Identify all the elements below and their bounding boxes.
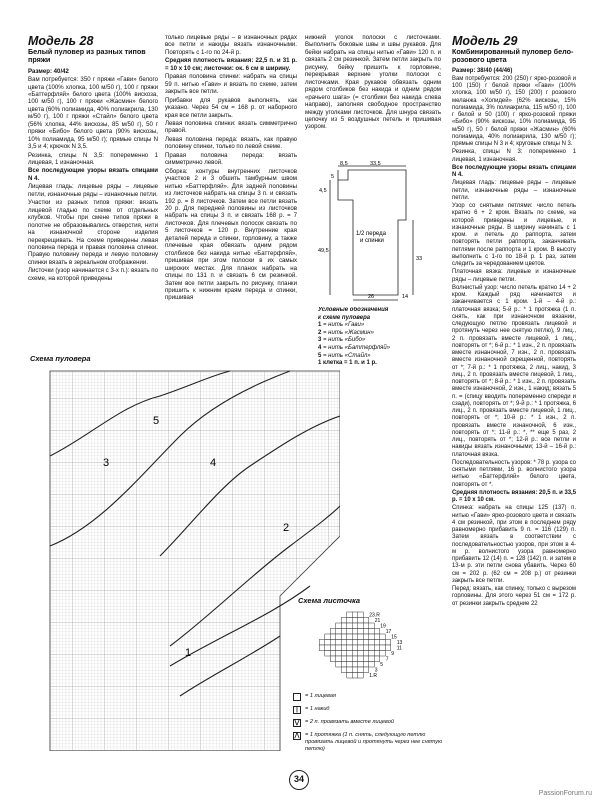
leaf-cell: [369, 640, 375, 646]
leaf-cell: [352, 640, 358, 646]
paragraph: Резинка, спицы N 3,5: попеременно 1 лицевая, 1 изнаночная.: [28, 151, 158, 167]
legend-item: 3 = нить «Бибо»: [318, 337, 366, 344]
leaf-cell: [330, 645, 336, 651]
paragraph: Сборка: контуры внутренних листочков участков 2 и 3 обшить тамбурным швом нитью «Баттерфляй». Для задней половины из листочков набрать на спицы 3 п. и связать 192 р. = 8 листочков. Затем все петли вязать 20 р. Для передней половины из листочков набрать на спицы 3 п. и связать 168 р. = 7 листочков. Для плечевых полосок связать по 5 листочков = 120 р. Внутренние края деталей переда и спинки, горловину, а также плечевые края обвязать одним рядом столбиков без накида нитью «Баттерфляй», пришивая при этом полоски в их самых широких местах. Для планок набрать на спицы по 131 п. и связать 6 см резинкой. Затем все петли закрыть по рисунку, планки пришить к нижним краям переда и спинки, пришивая: [165, 167, 297, 302]
leaf-cell: [358, 656, 364, 662]
leaf-cell: [319, 640, 325, 646]
leaf-cell: [347, 673, 353, 679]
zone-label: 3: [103, 457, 110, 469]
leaf-row-label: 7: [385, 656, 389, 663]
model-29-title: Модель 29: [452, 34, 518, 48]
leaf-cell: [352, 651, 358, 657]
paragraph: нижний уголок полоски с листочками. Выполнить боковые швы и швы рукавов. Для бейки набрать на спицы нитью «Гави» 120 п. и связать 2 см резинкой. Затем петли закрыть по рисунку, бейку пришить к горловине, перекрывая верхние уголки полоски с листочками. Края рукавов обвязать одним рядом столбиков без накида и одним рядом «рачьего шага» (= столбики без накида слева направо), заполняя свободное пространство между уголками листочков. Для шнура связать цепочку из 5 воздушных петель и пришивая узором.: [305, 34, 441, 131]
dim-label: 33,5: [370, 161, 381, 167]
leaf-cell: [352, 656, 358, 662]
paragraph: Перед: вязать, как спинку, только с вырезом горловины. Для этого через 51 см = 172 р. от резинки закрыть средние 22: [452, 586, 576, 607]
leaf-cell: [358, 662, 364, 668]
paragraph: Все последующие узоры вязать спицами N 4.: [452, 164, 576, 179]
paragraph: Средняя плотность вязания: 20,5 п. и 33,5 р. = 10 х 10 см.: [452, 489, 576, 504]
leaf-cell: [330, 640, 336, 646]
legend-title: Условные обозначения: [318, 307, 389, 313]
legend-item: 4 = нить «Баттерфляй»: [318, 344, 391, 351]
leaf-row-label: 11: [396, 645, 402, 652]
leaf-cell: [330, 651, 336, 657]
column-4: [452, 34, 576, 764]
zone-label: 1: [185, 647, 192, 659]
leaf-cell: [358, 629, 364, 635]
leaf-legend-item: ⋀ = 1 протяжка (1 п. снять, следующую петлю провязать лицевой и протянуть через нее снятую петлю): [294, 732, 443, 752]
leaf-cell: [380, 640, 386, 646]
paragraph: Правая половина переда: вязать симметрично левой.: [165, 151, 297, 167]
leaf-cell: [363, 667, 369, 673]
leaf-cell: [352, 645, 358, 651]
leaf-cell: [352, 667, 358, 673]
leaf-cell: [363, 623, 369, 629]
leaf-legend: [293, 693, 448, 771]
leaf-cell: [385, 640, 391, 646]
legend-cell: 1 клетка = 1 п. и 1 р.: [318, 360, 377, 367]
leaf-cell: [341, 634, 347, 640]
leaf-cell: [352, 629, 358, 635]
model-28-subtitle: Белый пуловер из разных типов пряжи: [28, 47, 146, 65]
k2tog-icon: ⋁: [294, 720, 300, 726]
dim-label: 5: [331, 174, 335, 180]
leaf-cell: [347, 645, 353, 651]
leaf-cell: [341, 651, 347, 657]
leaf-legend-item: | = 1 накид: [293, 706, 448, 714]
watermark: PassionForum.ru: [538, 790, 592, 797]
model-28-title: Модель 28: [28, 34, 94, 48]
knit-symbol-icon: [293, 693, 301, 701]
leaf-cell: [347, 618, 353, 624]
leaf-cell: [380, 651, 386, 657]
leaf-cell: [352, 623, 358, 629]
leaf-cell: [358, 634, 364, 640]
paragraph: Листочки (узор начинается с 3-х п.): вязать по схеме, на которой приведены: [28, 267, 158, 282]
leaf-cell: [341, 629, 347, 635]
leaf-cell: [341, 662, 347, 668]
dim-label: 33: [416, 256, 423, 262]
legend-item: 1 = нить «Гави»: [318, 322, 365, 329]
leaf-cell: [380, 645, 386, 651]
dim-label: 8,5: [340, 161, 348, 167]
leaf-cell: [358, 640, 364, 646]
leaf-row-label: 17: [385, 629, 392, 635]
leaf-cell: [347, 640, 353, 646]
paragraph: Спинка: набрать на спицы 125 (137) п. нитью «Гави» ярко-розового цвета и связать 4 см резинкой, при этом в последнем ряду равномерно прибавить 9 п. = 116 (129) п. Затем вязать в соответствии с последовательностью узоров, при этом в 4-м р. волнистого узора равномерно прибавить 12 (14) п. = 128 (142) п. и затем в 13-м р. эти петли снова убавить. Через 60 см = 202 р. (62 см = 208 р.) от резинки закрыть все петли.: [452, 505, 576, 584]
leaf-cell: [347, 651, 353, 657]
leaf-cell: [374, 645, 380, 651]
paragraph: Последовательность узоров: * 78 р. узора со снятыми петлями, 16 р. волнистого узора нитью «Баттерфляй» белого цвета, повторять от *.: [452, 459, 576, 488]
leaf-cell: [363, 651, 369, 657]
schematic-label: 1/2 переда: [356, 231, 386, 237]
leaf-cell: [380, 634, 386, 640]
zone-label: 5: [153, 415, 160, 427]
leaf-cell: [363, 634, 369, 640]
leaf-row-label: 15: [391, 634, 397, 641]
leaf-row-label: 21: [374, 618, 381, 624]
paragraph: Средняя плотность вязания: 22,5 п. и 31 р. = 10 х 10 см; листочки: ок. 6 см в ширину.: [165, 57, 297, 72]
leaf-cell: [358, 618, 364, 624]
pullover-legend: [318, 307, 443, 367]
paragraph: Лицевая гладь: лицевые ряды – лицевые петли, изнаночные ряды – изнаночные петли.: [452, 180, 576, 201]
leaf-cell: [374, 656, 380, 662]
leaf-cell: [352, 673, 358, 679]
leaf-cell: [341, 640, 347, 646]
leaf-cell: [336, 623, 342, 629]
leaf-scheme-chart: [310, 608, 440, 688]
leaf-cell: [374, 629, 380, 635]
leaf-cell: [363, 645, 369, 651]
leaf-cell: [369, 629, 375, 635]
pullover-scheme-caption: Схема пуловера: [30, 354, 91, 363]
paragraph: только лицевые ряды – в изнаночных рядах все петли и накиды вязать изнаночными. Повторять с 1-го по 24-й р.: [165, 34, 297, 56]
leaf-cell: [352, 662, 358, 668]
leaf-cell: [369, 651, 375, 657]
leaf-cell: [336, 640, 342, 646]
leaf-cell: [363, 640, 369, 646]
leaf-row-label: 5: [380, 662, 384, 668]
paragraph: Размер: 38/40 (44/46): [452, 67, 513, 74]
leaf-cell: [347, 634, 353, 640]
page-number: 34: [289, 770, 309, 790]
leaf-cell: [336, 651, 342, 657]
leaf-cell: [358, 651, 364, 657]
leaf-cell: [374, 651, 380, 657]
leaf-row-label: 1.R: [369, 673, 378, 679]
leaf-legend-item: ⋁ = 2 п. провязать вместе лицевой: [294, 719, 394, 726]
paragraph: Левая половина спинки: вязать симметрично правой.: [165, 119, 297, 135]
model-29-subtitle: Комбинированный пуловер бело-розового цвета: [452, 47, 574, 65]
leaf-cell: [330, 629, 336, 635]
leaf-cell: [325, 640, 331, 646]
leaf-cell: [347, 623, 353, 629]
leaf-cell: [347, 629, 353, 635]
leaf-cell: [358, 645, 364, 651]
leaf-scheme-caption: Схема листочка: [298, 596, 361, 605]
leaf-cell: [347, 656, 353, 662]
leaf-cell: [358, 667, 364, 673]
skp-icon: ⋀: [294, 733, 300, 739]
leaf-cell: [325, 651, 331, 657]
leaf-cell: [341, 656, 347, 662]
schematic-label: и спинки: [360, 238, 384, 244]
paragraph: Вам потребуется: 200 (250) г ярко-розовой и 100 (150) г белой пряжи «Гави» (100% хлопка, 100 м/50 г), 150 (200) г розового меланжа «Холидей» (62% вискозы, 15% полиамида, 3% полиакрила, 115 м/50 г), 100 г белой и 50 (100) г ярко-розовой пряжи «Бибо» (90% вискозы, 10% полиамида, 95 м/50 г), 50 г белой пряжи «Жасмин» (60% полиамида, 40% полиакрила, 130 м/50 г); прямые спицы N 3 и 4; круговые спицы N 3.: [452, 75, 576, 148]
leaf-cell: [363, 618, 369, 624]
yarn-over-icon: |: [293, 706, 301, 714]
leaf-cell: [341, 618, 347, 624]
legend-item: 2 = нить «Жасмин»: [318, 329, 374, 336]
leaf-cell: [336, 629, 342, 635]
leaf-cell: [374, 634, 380, 640]
dim-label: 49,5: [318, 248, 329, 254]
leaf-cell: [330, 634, 336, 640]
legend-title: к схеме пуловера: [318, 314, 371, 321]
paragraph: Резинка, спицы N 3: попеременно 1 лицевая, 1 изнаночная.: [452, 149, 576, 163]
leaf-cell: [319, 645, 325, 651]
column-2: [165, 34, 297, 354]
leaf-cell: [347, 662, 353, 668]
leaf-cell: [363, 656, 369, 662]
leaf-cell: [336, 634, 342, 640]
leaf-cell: [363, 629, 369, 635]
leaf-cell: [358, 623, 364, 629]
paragraph: Вам потребуется: 350 г пряжи «Гави» белого цвета (100% хлопка, 100 м/50 г), 100 г пряжи «Баттерфляй» белого цвета (100% вискоза, 100 м/50 г), 100 г пряжи «Жасмин» белого цвета (60% полиамида, 40% полиакрила, 130 м/50 г), 100 г пряжи «Стайл» белого цвета (56% хлопка, 44% вискозы, 85 м/50 г), 50 г пряжи «Бибо» белого цвета (90% вискозы, 10% полиамида, 95 м/50 г); прямые спицы N 3,5 и 4; крючок N 3,5.: [28, 76, 158, 151]
leaf-cell: [363, 662, 369, 668]
leaf-row-label: 9: [391, 651, 395, 657]
zone-label: 4: [210, 457, 217, 469]
leaf-row-label: 13: [396, 640, 403, 646]
leaf-cell: [341, 623, 347, 629]
leaf-cell: [358, 612, 364, 618]
leaf-cell: [347, 667, 353, 673]
paragraph: Размер: 40/42: [28, 67, 69, 75]
paragraph: Левая половина переда: вязать, как правую половину спинки, только по левой схеме.: [165, 135, 297, 151]
paragraph: Лицевая гладь: лицевые ряды – лицевые петли, изнаночные ряды – изнаночные петли.: [28, 183, 158, 198]
leaf-cell: [369, 662, 375, 668]
leaf-cell: [336, 645, 342, 651]
dim-label: 26: [368, 294, 375, 300]
leaf-cell: [369, 656, 375, 662]
leaf-legend-item: = 1 лицевая: [293, 693, 448, 701]
leaf-cell: [341, 667, 347, 673]
leaf-cell: [369, 634, 375, 640]
dim-label: 4,5: [319, 188, 327, 194]
leaf-cell: [358, 673, 364, 679]
leaf-cell: [330, 656, 336, 662]
paragraph: Правая половина спинки: набрать на спицы 59 п. нитью «Гави» и вязать по схеме, затем закрыть все петли.: [165, 73, 297, 96]
paragraph: Платочная вязка: лицевые и изнаночные ряды – лицевые петли.: [452, 269, 576, 283]
garment-schematic: [318, 160, 438, 305]
paragraph: Узор со снятыми петлями: число петель кратно 6 + 2 кром. Вязать по схеме, на которой приведены и лицевые, и изнаночные ряды. В ширину начинать с 1 кром. и петель до раппорта, затем повторять петли раппорта, заканчивать петлями после раппорта и 1 кром. В высоту выполнить с 1-го по 18-й р. 1 раз, затем следить за чередованием цветов.: [452, 203, 576, 268]
column-1: [28, 34, 158, 354]
leaf-row-label: 23.R: [369, 612, 380, 619]
leaf-cell: [369, 623, 375, 629]
leaf-cell: [385, 645, 391, 651]
leaf-cell: [374, 640, 380, 646]
leaf-cell: [325, 645, 331, 651]
column-3: [305, 34, 441, 160]
paragraph: Прибавки для рукавов выполнять, как указано. Через 54 см = 168 р. от наборного края все петли закрыть.: [165, 96, 297, 119]
leaf-cell: [341, 645, 347, 651]
leaf-row-label: 3: [374, 667, 378, 674]
leaf-cell: [352, 612, 358, 618]
leaf-cell: [325, 634, 331, 640]
legend-item: 5 = нить «Стайл»: [318, 352, 371, 359]
leaf-cell: [336, 656, 342, 662]
leaf-cell: [352, 618, 358, 624]
leaf-cell: [336, 662, 342, 668]
leaf-cell: [369, 645, 375, 651]
paragraph: Волнистый узор: число петель кратно 14 + 2 кром. Каждый ряд начинается и заканчивается с 1 кром. 1-й – 4-й р.: платочная вязка; 5-й р.: * 1 протяжка (1 п. снять, как при изнаночном вязании, следующую петлю провязать лицевой и протянуть через нее снятую петлю), 9 лиц., 2 п. провязать вместе лицевой, 1 лиц., повторять от *; 6-й р.: * 1 изн., 2 п. провязать вместе изнаночной, 7 изн., 2 п. провязать вместе изнаночной скрещенной, повторять от *; 7-й р.: * 1 протяжка, 2 лиц., накид, 3 лиц., 2 п. провязать вместе лицевой, 1 лиц., повторять от *; 8-й р.: * 1 изн., 2 п. провязать вместе изнаночной, 2 изн., 1 накид; вязать 5 п. = (спицу вводить попеременно спереди и сзади), повторять от *; 9-й р.: * 1 протяжка, 6 лиц., 2 п. провязать вместе лицевой, 1 лиц., повторять от *; 10-й р.: * 1 изн., 2 п. провязать вместе изнаночной, 6 изн., повторять от *; 11-й р.: *, ** еще 5 раз, 2 лиц., повторять от *; 12-й р.: все петли и накиды вязать изнаночными; 13-й – 16-й р.: платочная вязка.: [452, 284, 576, 458]
leaf-row-label: 19: [380, 623, 386, 630]
dim-label: 14: [402, 294, 409, 300]
zone-label: 2: [283, 522, 290, 534]
leaf-cell: [352, 634, 358, 640]
paragraph: Участки из разных типов пряжи: вязать лицевой гладью по схеме от отдельных клубков. Чтобы при смене типов пряжи в полотне не образовывались отверстия, нити на изнаночной стороне изделия перекрещивать. На схеме приведены левая половина переда и правая половина спинки. Правую половину переда и левую половину спинки вязать в зеркальном отображении.: [28, 199, 158, 266]
paragraph: Все последующие узоры вязать спицами N 4.: [28, 167, 158, 182]
leaf-cell: [347, 612, 353, 618]
